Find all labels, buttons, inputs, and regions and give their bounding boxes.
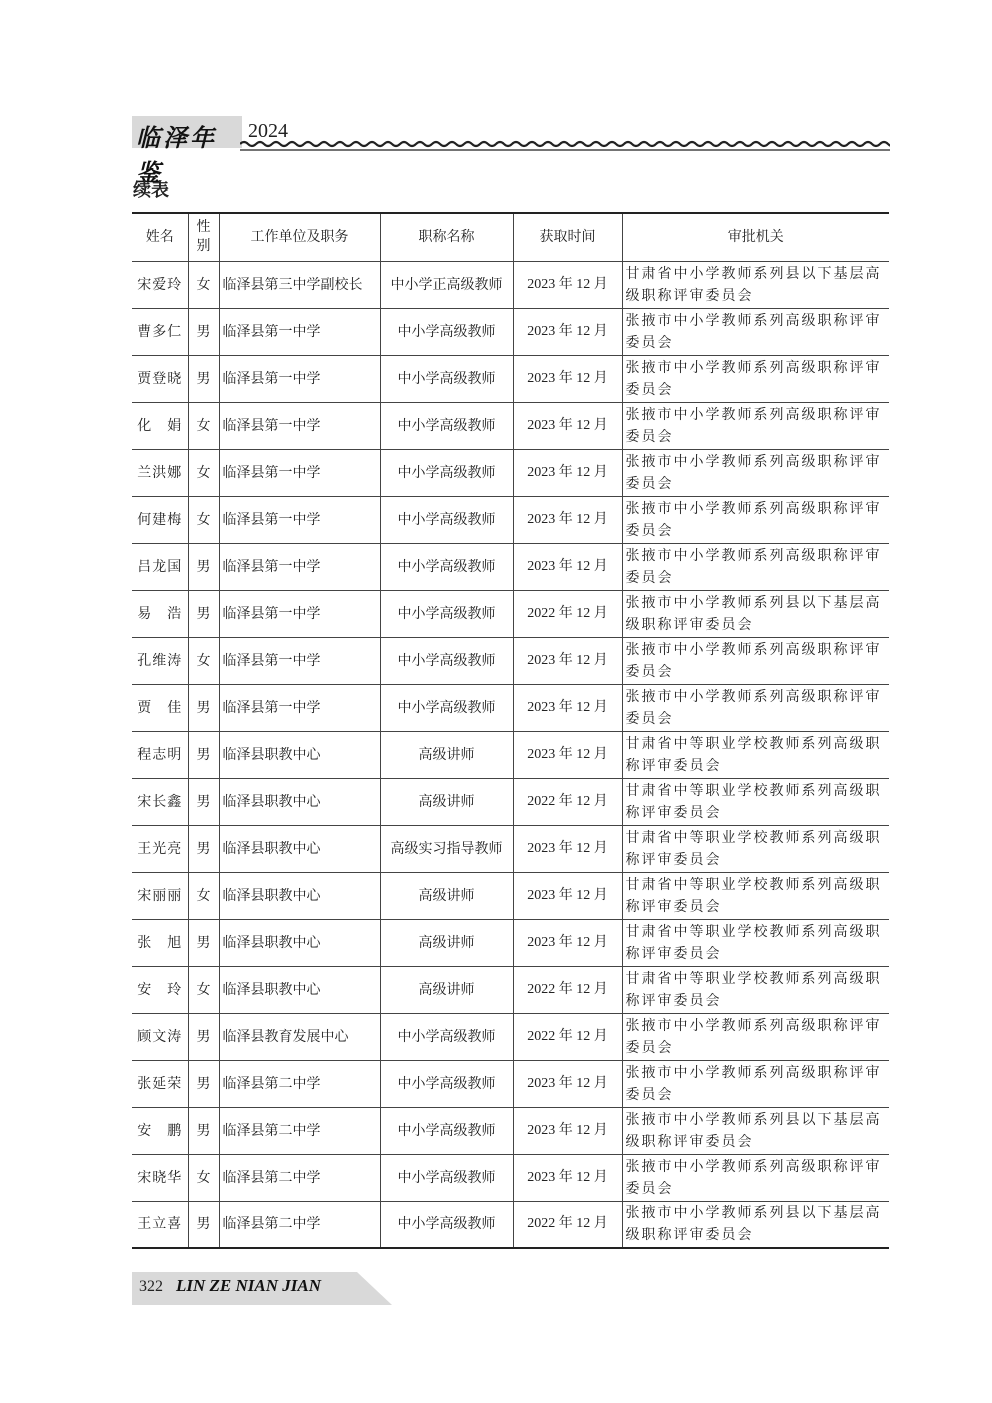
cell-title: 中小学高级教师: [380, 308, 513, 355]
cell-name: 何建梅: [132, 496, 188, 543]
cell-authority: 张掖市中小学教师系列高级职称评审委员会: [622, 1013, 889, 1060]
cell-time: 2022 年 12 月: [513, 590, 622, 637]
cell-name: 贾 佳: [132, 684, 188, 731]
cell-title: 高级讲师: [380, 872, 513, 919]
cell-gender: 男: [188, 1107, 219, 1154]
cell-unit: 临泽县第一中学: [219, 543, 380, 590]
cell-name: 顾文涛: [132, 1013, 188, 1060]
wavy-rule-decoration: [240, 138, 890, 152]
cell-authority: 甘肃省中等职业学校教师系列高级职称评审委员会: [622, 778, 889, 825]
cell-time: 2022 年 12 月: [513, 1201, 622, 1248]
cell-unit: 临泽县第一中学: [219, 355, 380, 402]
cell-authority: 张掖市中小学教师系列高级职称评审委员会: [622, 496, 889, 543]
cell-title: 中小学高级教师: [380, 590, 513, 637]
cell-unit: 临泽县职教中心: [219, 731, 380, 778]
cell-name: 孔维涛: [132, 637, 188, 684]
cell-authority: 张掖市中小学教师系列高级职称评审委员会: [622, 1154, 889, 1201]
cell-gender: 男: [188, 355, 219, 402]
cell-gender: 女: [188, 966, 219, 1013]
cell-name: 化 娟: [132, 402, 188, 449]
cell-time: 2023 年 12 月: [513, 496, 622, 543]
cell-unit: 临泽县第一中学: [219, 449, 380, 496]
cell-unit: 临泽县第一中学: [219, 590, 380, 637]
cell-unit: 临泽县第二中学: [219, 1201, 380, 1248]
cell-title: 高级讲师: [380, 966, 513, 1013]
cell-authority: 张掖市中小学教师系列县以下基层高级职称评审委员会: [622, 590, 889, 637]
cell-gender: 女: [188, 261, 219, 308]
cell-gender: 男: [188, 543, 219, 590]
cell-time: 2023 年 12 月: [513, 1154, 622, 1201]
yearbook-logo-box: [132, 116, 242, 187]
cell-unit: 临泽县第二中学: [219, 1107, 380, 1154]
cell-unit: 临泽县教育发展中心: [219, 1013, 380, 1060]
continued-table-label: 续表: [133, 180, 169, 201]
cell-name: 曹多仁: [132, 308, 188, 355]
cell-name: 吕龙国: [132, 543, 188, 590]
cell-authority: 甘肃省中等职业学校教师系列高级职称评审委员会: [622, 919, 889, 966]
cell-authority: 张掖市中小学教师系列高级职称评审委员会: [622, 308, 889, 355]
cell-gender: 男: [188, 919, 219, 966]
table-row: [132, 1060, 889, 1107]
cell-time: 2022 年 12 月: [513, 1013, 622, 1060]
cell-name: 宋爱玲: [132, 261, 188, 308]
cell-time: 2023 年 12 月: [513, 731, 622, 778]
cell-gender: 女: [188, 496, 219, 543]
cell-authority: 甘肃省中等职业学校教师系列高级职称评审委员会: [622, 872, 889, 919]
cell-authority: 张掖市中小学教师系列县以下基层高级职称评审委员会: [622, 1107, 889, 1154]
cell-gender: 男: [188, 1201, 219, 1248]
column-header-unit: 工作单位及职务: [219, 213, 380, 261]
column-header-gender: [188, 213, 219, 261]
table-row: [132, 1013, 889, 1060]
cell-title: 中小学高级教师: [380, 1154, 513, 1201]
cell-unit: 临泽县第二中学: [219, 1154, 380, 1201]
cell-title: 中小学高级教师: [380, 543, 513, 590]
cell-time: 2023 年 12 月: [513, 261, 622, 308]
cell-title: 中小学高级教师: [380, 1060, 513, 1107]
cell-authority: 张掖市中小学教师系列高级职称评审委员会: [622, 449, 889, 496]
column-header-name: 姓名: [132, 213, 188, 261]
table-row: [132, 637, 889, 684]
cell-authority: 张掖市中小学教师系列高级职称评审委员会: [622, 543, 889, 590]
cell-title: 高级讲师: [380, 731, 513, 778]
cell-title: 中小学高级教师: [380, 684, 513, 731]
cell-unit: 临泽县职教中心: [219, 872, 380, 919]
cell-gender: 男: [188, 1060, 219, 1107]
cell-gender: 男: [188, 684, 219, 731]
column-header-title: 职称名称: [380, 213, 513, 261]
cell-name: 宋晓华: [132, 1154, 188, 1201]
cell-time: 2023 年 12 月: [513, 402, 622, 449]
table-row: [132, 825, 889, 872]
cell-title: 中小学高级教师: [380, 637, 513, 684]
header-year: 2024: [248, 120, 288, 142]
cell-gender: 女: [188, 449, 219, 496]
cell-name: 王立喜: [132, 1201, 188, 1248]
table-row: [132, 1201, 889, 1248]
table-row: [132, 966, 889, 1013]
cell-authority: 甘肃省中等职业学校教师系列高级职称评审委员会: [622, 966, 889, 1013]
cell-name: 宋丽丽: [132, 872, 188, 919]
table-row: [132, 543, 889, 590]
cell-unit: 临泽县第三中学副校长: [219, 261, 380, 308]
cell-name: 王光亮: [132, 825, 188, 872]
cell-authority: 甘肃省中等职业学校教师系列高级职称评审委员会: [622, 731, 889, 778]
cell-time: 2023 年 12 月: [513, 449, 622, 496]
cell-name: 张延荣: [132, 1060, 188, 1107]
cell-title: 高级实习指导教师: [380, 825, 513, 872]
cell-time: 2023 年 12 月: [513, 637, 622, 684]
cell-time: 2022 年 12 月: [513, 966, 622, 1013]
cell-title: 中小学高级教师: [380, 402, 513, 449]
cell-time: 2022 年 12 月: [513, 778, 622, 825]
table-row: [132, 308, 889, 355]
table-row: [132, 496, 889, 543]
column-header-authority: 审批机关: [622, 213, 889, 261]
cell-time: 2023 年 12 月: [513, 825, 622, 872]
table-row: [132, 731, 889, 778]
cell-gender: 男: [188, 731, 219, 778]
table-row: [132, 402, 889, 449]
cell-gender: 女: [188, 402, 219, 449]
cell-title: 中小学高级教师: [380, 496, 513, 543]
cell-unit: 临泽县第一中学: [219, 637, 380, 684]
page-footer: [132, 1272, 392, 1305]
cell-title: 高级讲师: [380, 919, 513, 966]
cell-title: 中小学正高级教师: [380, 261, 513, 308]
table-header-row: [132, 213, 889, 261]
cell-title: 中小学高级教师: [380, 1013, 513, 1060]
cell-time: 2023 年 12 月: [513, 919, 622, 966]
table-row: [132, 684, 889, 731]
footer-brand: LIN ZE NIAN JIAN: [176, 1276, 321, 1295]
cell-gender: 男: [188, 590, 219, 637]
cell-unit: 临泽县第一中学: [219, 684, 380, 731]
cell-unit: 临泽县职教中心: [219, 919, 380, 966]
cell-authority: 张掖市中小学教师系列高级职称评审委员会: [622, 637, 889, 684]
cell-name: 易 浩: [132, 590, 188, 637]
table-row: [132, 1154, 889, 1201]
cell-unit: 临泽县第一中学: [219, 496, 380, 543]
cell-name: 兰洪娜: [132, 449, 188, 496]
cell-title: 中小学高级教师: [380, 449, 513, 496]
cell-name: 安 玲: [132, 966, 188, 1013]
table-row: [132, 261, 889, 308]
cell-authority: 张掖市中小学教师系列高级职称评审委员会: [622, 1060, 889, 1107]
table-row: [132, 355, 889, 402]
cell-unit: 临泽县职教中心: [219, 825, 380, 872]
cell-authority: 张掖市中小学教师系列县以下基层高级职称评审委员会: [622, 1201, 889, 1248]
cell-gender: 女: [188, 637, 219, 684]
cell-unit: 临泽县职教中心: [219, 966, 380, 1013]
yearbook-logo: 临泽年鉴: [136, 123, 217, 187]
cell-unit: 临泽县职教中心: [219, 778, 380, 825]
cell-gender: 女: [188, 1154, 219, 1201]
cell-gender: 男: [188, 1013, 219, 1060]
cell-time: 2023 年 12 月: [513, 543, 622, 590]
cell-gender: 男: [188, 308, 219, 355]
table-row: [132, 1107, 889, 1154]
cell-gender: 男: [188, 778, 219, 825]
cell-title: 中小学高级教师: [380, 355, 513, 402]
cell-title: 中小学高级教师: [380, 1201, 513, 1248]
cell-time: 2023 年 12 月: [513, 684, 622, 731]
table-row: [132, 872, 889, 919]
table-row: [132, 778, 889, 825]
table-row: [132, 590, 889, 637]
cell-authority: 张掖市中小学教师系列高级职称评审委员会: [622, 402, 889, 449]
cell-name: 贾登晓: [132, 355, 188, 402]
cell-title: 中小学高级教师: [380, 1107, 513, 1154]
cell-name: 安 鹏: [132, 1107, 188, 1154]
cell-unit: 临泽县第一中学: [219, 402, 380, 449]
cell-time: 2023 年 12 月: [513, 355, 622, 402]
cell-gender: 男: [188, 825, 219, 872]
cell-name: 张 旭: [132, 919, 188, 966]
cell-time: 2023 年 12 月: [513, 308, 622, 355]
cell-gender: 女: [188, 872, 219, 919]
table-row: [132, 919, 889, 966]
cell-time: 2023 年 12 月: [513, 872, 622, 919]
cell-authority: 张掖市中小学教师系列高级职称评审委员会: [622, 355, 889, 402]
cell-authority: 甘肃省中等职业学校教师系列高级职称评审委员会: [622, 825, 889, 872]
cell-time: 2023 年 12 月: [513, 1107, 622, 1154]
teacher-title-table: [132, 212, 889, 1249]
page-number: 322: [139, 1278, 163, 1295]
column-header-gender-text: 性别: [196, 219, 211, 255]
page-header: [132, 116, 888, 187]
column-header-time: 获取时间: [513, 213, 622, 261]
cell-unit: 临泽县第一中学: [219, 308, 380, 355]
cell-name: 宋长鑫: [132, 778, 188, 825]
cell-authority: 张掖市中小学教师系列高级职称评审委员会: [622, 684, 889, 731]
cell-time: 2023 年 12 月: [513, 1060, 622, 1107]
cell-authority: 甘肃省中小学教师系列县以下基层高级职称评审委员会: [622, 261, 889, 308]
cell-name: 程志明: [132, 731, 188, 778]
table-row: [132, 449, 889, 496]
cell-unit: 临泽县第二中学: [219, 1060, 380, 1107]
cell-title: 高级讲师: [380, 778, 513, 825]
